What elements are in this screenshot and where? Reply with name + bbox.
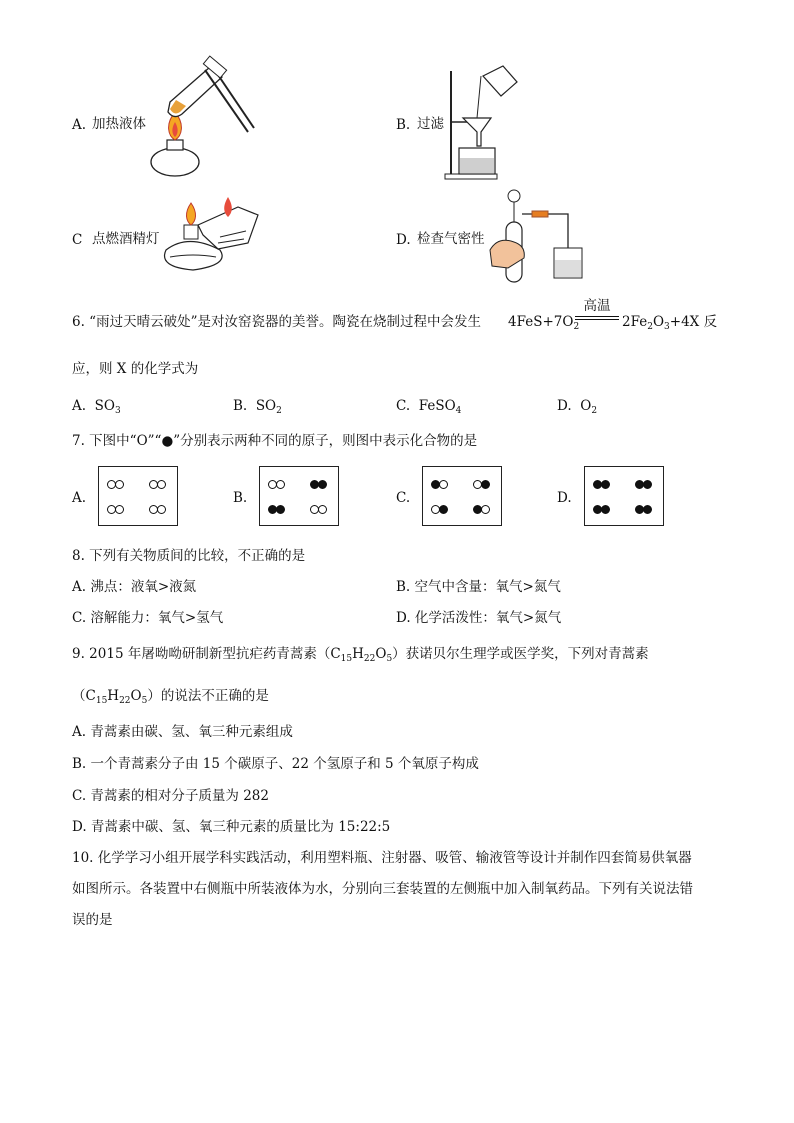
q6-option-a xyxy=(72,398,121,417)
element-o: O xyxy=(375,646,387,662)
q6-option-d xyxy=(557,398,597,417)
element-h: H xyxy=(107,688,120,704)
option-b-text: 过滤 xyxy=(417,116,444,132)
q8-option-c: C. 溶解能力：氧气>氢气 xyxy=(72,610,224,626)
particle-box-d xyxy=(584,466,664,526)
option-formula: SO xyxy=(255,398,277,414)
q10-line2: 如图所示。各装置中右侧瓶中所装液体为水，分别向三套装置的左侧瓶中加入制氧药品。下列有关说法错 xyxy=(72,881,693,897)
element-c: C xyxy=(330,646,341,662)
eq-right-sub1: 2 xyxy=(647,322,653,332)
option-letter: B. xyxy=(233,398,248,414)
q6-option-c xyxy=(396,398,461,417)
option-formula: FeSO xyxy=(418,398,456,414)
q9-option-c: C. 青蒿素的相对分子质量为 282 xyxy=(72,788,269,804)
q8-option-d: D. 化学活泼性：氧气>氮气 xyxy=(396,610,562,626)
q9-stem-line1 xyxy=(72,646,649,665)
option-b-letter: B. xyxy=(396,117,411,133)
element-o-sub: 5 xyxy=(386,654,393,664)
q9-paren-open: （ xyxy=(72,688,86,704)
element-o: O xyxy=(130,688,142,704)
q8-option-a: A. 沸点：液氧>液氮 xyxy=(72,579,197,595)
q9-stem-line2 xyxy=(72,688,269,707)
element-h: H xyxy=(352,646,364,662)
option-letter: C. xyxy=(396,398,411,414)
option-letter: D. xyxy=(557,398,572,414)
q7-option-b-letter: B. xyxy=(233,490,248,506)
equals-arrow xyxy=(575,316,619,320)
q6-stem-start: 6. “雨过天晴云破处”是对汝窑瓷器的美誉。陶瓷在烧制过程中会发生 xyxy=(72,314,481,330)
eq-right-3: +4X xyxy=(669,314,700,330)
filtration-figure xyxy=(443,66,521,182)
q9-formula-2 xyxy=(86,688,148,704)
q9-option-b: B. 一个青蒿素分子由 15 个碳原子、22 个氢原子和 5 个氧原子构成 xyxy=(72,756,479,772)
particle-box-c xyxy=(422,466,502,526)
q7-stem: 7. 下图中“O”“●”分别表示两种不同的原子，则图中表示化合物的是 xyxy=(72,433,478,449)
q6-stem-line2: 应，则 X 的化学式为 xyxy=(72,361,199,377)
condition-text: 高温 xyxy=(583,298,611,314)
particle-box-b xyxy=(259,466,339,526)
q8-stem: 8. 下列有关物质间的比较，不正确的是 xyxy=(72,548,306,564)
option-d-text: 检查气密性 xyxy=(417,231,485,247)
heating-liquid-figure xyxy=(150,62,260,187)
q9-option-a: A. 青蒿素由碳、氢、氧三种元素组成 xyxy=(72,724,293,740)
element-c-sub: 15 xyxy=(340,654,353,664)
element-h-sub: 22 xyxy=(119,696,131,706)
q6-stem-line1 xyxy=(72,314,481,330)
option-sub: 4 xyxy=(455,406,462,416)
q7-option-d-letter: D. xyxy=(557,490,572,506)
q9-formula xyxy=(330,646,392,662)
reaction-condition xyxy=(575,298,619,320)
option-formula: SO xyxy=(94,398,115,414)
airtightness-check-figure xyxy=(488,186,588,286)
q6-option-b xyxy=(233,398,282,417)
option-sub: 3 xyxy=(114,406,121,416)
equation-left-sub: 2 xyxy=(573,322,580,332)
q6-stem-end: 反 xyxy=(703,314,718,330)
particle-box-a xyxy=(98,466,178,526)
eq-right-2: O xyxy=(652,314,665,330)
q8-option-b: B. 空气中含量：氧气>氮气 xyxy=(396,579,561,595)
q6-equation xyxy=(508,314,579,333)
q9-option-d: D. 青蒿素中碳、氢、氧三种元素的质量比为 15:22:5 xyxy=(72,819,391,835)
option-a-letter: A. xyxy=(72,117,87,133)
q9-stem-part2: ）获诺贝尔生理学或医学奖，下列对青蒿素 xyxy=(392,646,649,662)
q9-paren-close: ）的说法不正确的是 xyxy=(147,688,269,704)
eq-right-sub2: 3 xyxy=(664,322,670,332)
option-d-letter: D. xyxy=(396,232,411,248)
eq-right-1: 2Fe xyxy=(622,314,648,330)
element-h-sub: 22 xyxy=(363,654,376,664)
element-c-sub: 15 xyxy=(95,696,108,706)
equation-left: 4FeS+7O xyxy=(508,314,574,330)
q7-option-a-letter: A. xyxy=(72,490,87,506)
option-c-text: 点燃酒精灯 xyxy=(92,231,160,247)
lighting-alcohol-lamp-figure xyxy=(158,195,273,275)
q9-stem-part1: 9. 2015 年屠呦呦研制新型抗疟药青蒿素（ xyxy=(72,646,331,662)
option-letter: A. xyxy=(72,398,87,414)
option-c-letter: C xyxy=(72,232,83,248)
element-c: C xyxy=(85,688,96,704)
option-a-text: 加热液体 xyxy=(92,116,146,132)
option-sub: 2 xyxy=(591,406,598,416)
option-sub: 2 xyxy=(276,406,282,416)
element-o-sub: 5 xyxy=(141,696,148,706)
q6-equation-right xyxy=(622,314,717,333)
q7-option-c-letter: C. xyxy=(396,490,411,506)
option-formula: O xyxy=(580,398,592,414)
q10-line3: 误的是 xyxy=(72,912,113,928)
q10-line1: 10. 化学学习小组开展学科实践活动，利用塑料瓶、注射器、吸管、输液管等设计并制作四套简易供氧器 xyxy=(72,850,692,866)
